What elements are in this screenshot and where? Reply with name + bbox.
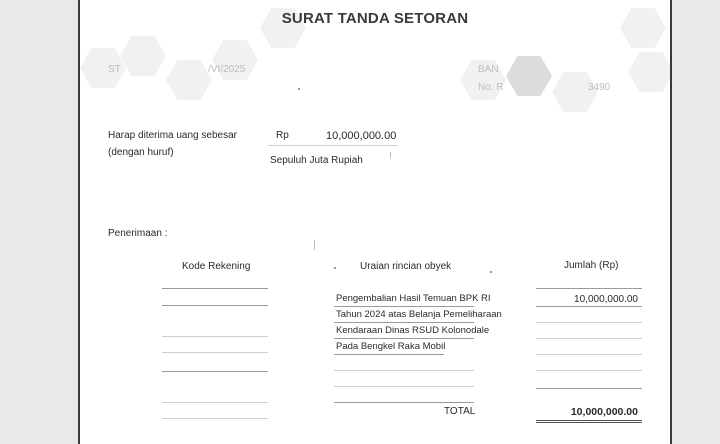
amount-column-line [536, 338, 642, 339]
description-line: Kendaraan Dinas RSUD Kolonodale [336, 325, 490, 336]
column-header-amount: Jumlah (Rp) [564, 260, 619, 271]
watermark-hexagon [120, 36, 166, 76]
amount-column-line [536, 322, 642, 323]
description-line: Pada Bengkel Raka Mobil [336, 341, 446, 352]
description-underline [334, 354, 444, 355]
receipt-section-label: Penerimaan : [108, 228, 168, 239]
total-amount: 10,000,000.00 [570, 406, 638, 418]
speck [334, 267, 336, 269]
document-title: SURAT TANDA SETORAN [281, 10, 469, 27]
speck [490, 271, 492, 273]
description-line: Pengembalian Hasil Temuan BPK RI [336, 293, 491, 304]
description-underline [334, 402, 474, 403]
blurred-number-suffix: /VI/2025 [208, 64, 246, 75]
description-underline [334, 386, 474, 387]
currency-label: Rp [276, 130, 289, 141]
column-header-description: Uraian rincian obyek [360, 261, 452, 272]
account-code-line [162, 402, 268, 403]
total-underline [536, 420, 642, 421]
description-underline [334, 322, 474, 323]
account-code-line [162, 418, 268, 419]
description-line: Tahun 2024 atas Belanja Pemeliharaan [336, 309, 502, 320]
total-double-underline [536, 422, 642, 423]
speck [298, 88, 300, 90]
amount-column-line [536, 288, 642, 289]
blurred-number-prefix: ST [108, 64, 121, 75]
words-label: (dengan huruf) [108, 147, 174, 158]
watermark-hexagon [166, 60, 212, 100]
total-label: TOTAL [444, 406, 476, 417]
document-page [78, 0, 672, 444]
speck [390, 152, 391, 158]
row-amount: 10,000,000.00 [574, 294, 638, 305]
watermark-hexagon [506, 56, 552, 96]
column-header-account-code: Kode Rekening [182, 261, 251, 272]
account-code-line [162, 305, 268, 306]
account-code-line [162, 288, 268, 289]
account-code-line [162, 371, 268, 372]
amount-value: 10,000,000.00 [326, 130, 397, 142]
description-underline [334, 370, 474, 371]
amount-column-line [536, 306, 642, 307]
blurred-bank-label: BAN [478, 64, 499, 75]
watermark-hexagon [628, 52, 672, 92]
account-code-line [162, 336, 268, 337]
amount-column-line [536, 354, 642, 355]
amount-underline [268, 145, 398, 146]
blurred-account-prefix: No. R [478, 82, 504, 93]
description-underline [334, 338, 474, 339]
account-code-line [162, 352, 268, 353]
received-label: Harap diterima uang sebesar [108, 130, 237, 141]
amount-column-line [536, 370, 642, 371]
speck [314, 240, 315, 250]
amount-in-words: Sepuluh Juta Rupiah [270, 155, 363, 166]
description-underline [334, 306, 474, 307]
amount-column-line [536, 388, 642, 389]
blurred-account-suffix: 3490 [588, 82, 611, 93]
